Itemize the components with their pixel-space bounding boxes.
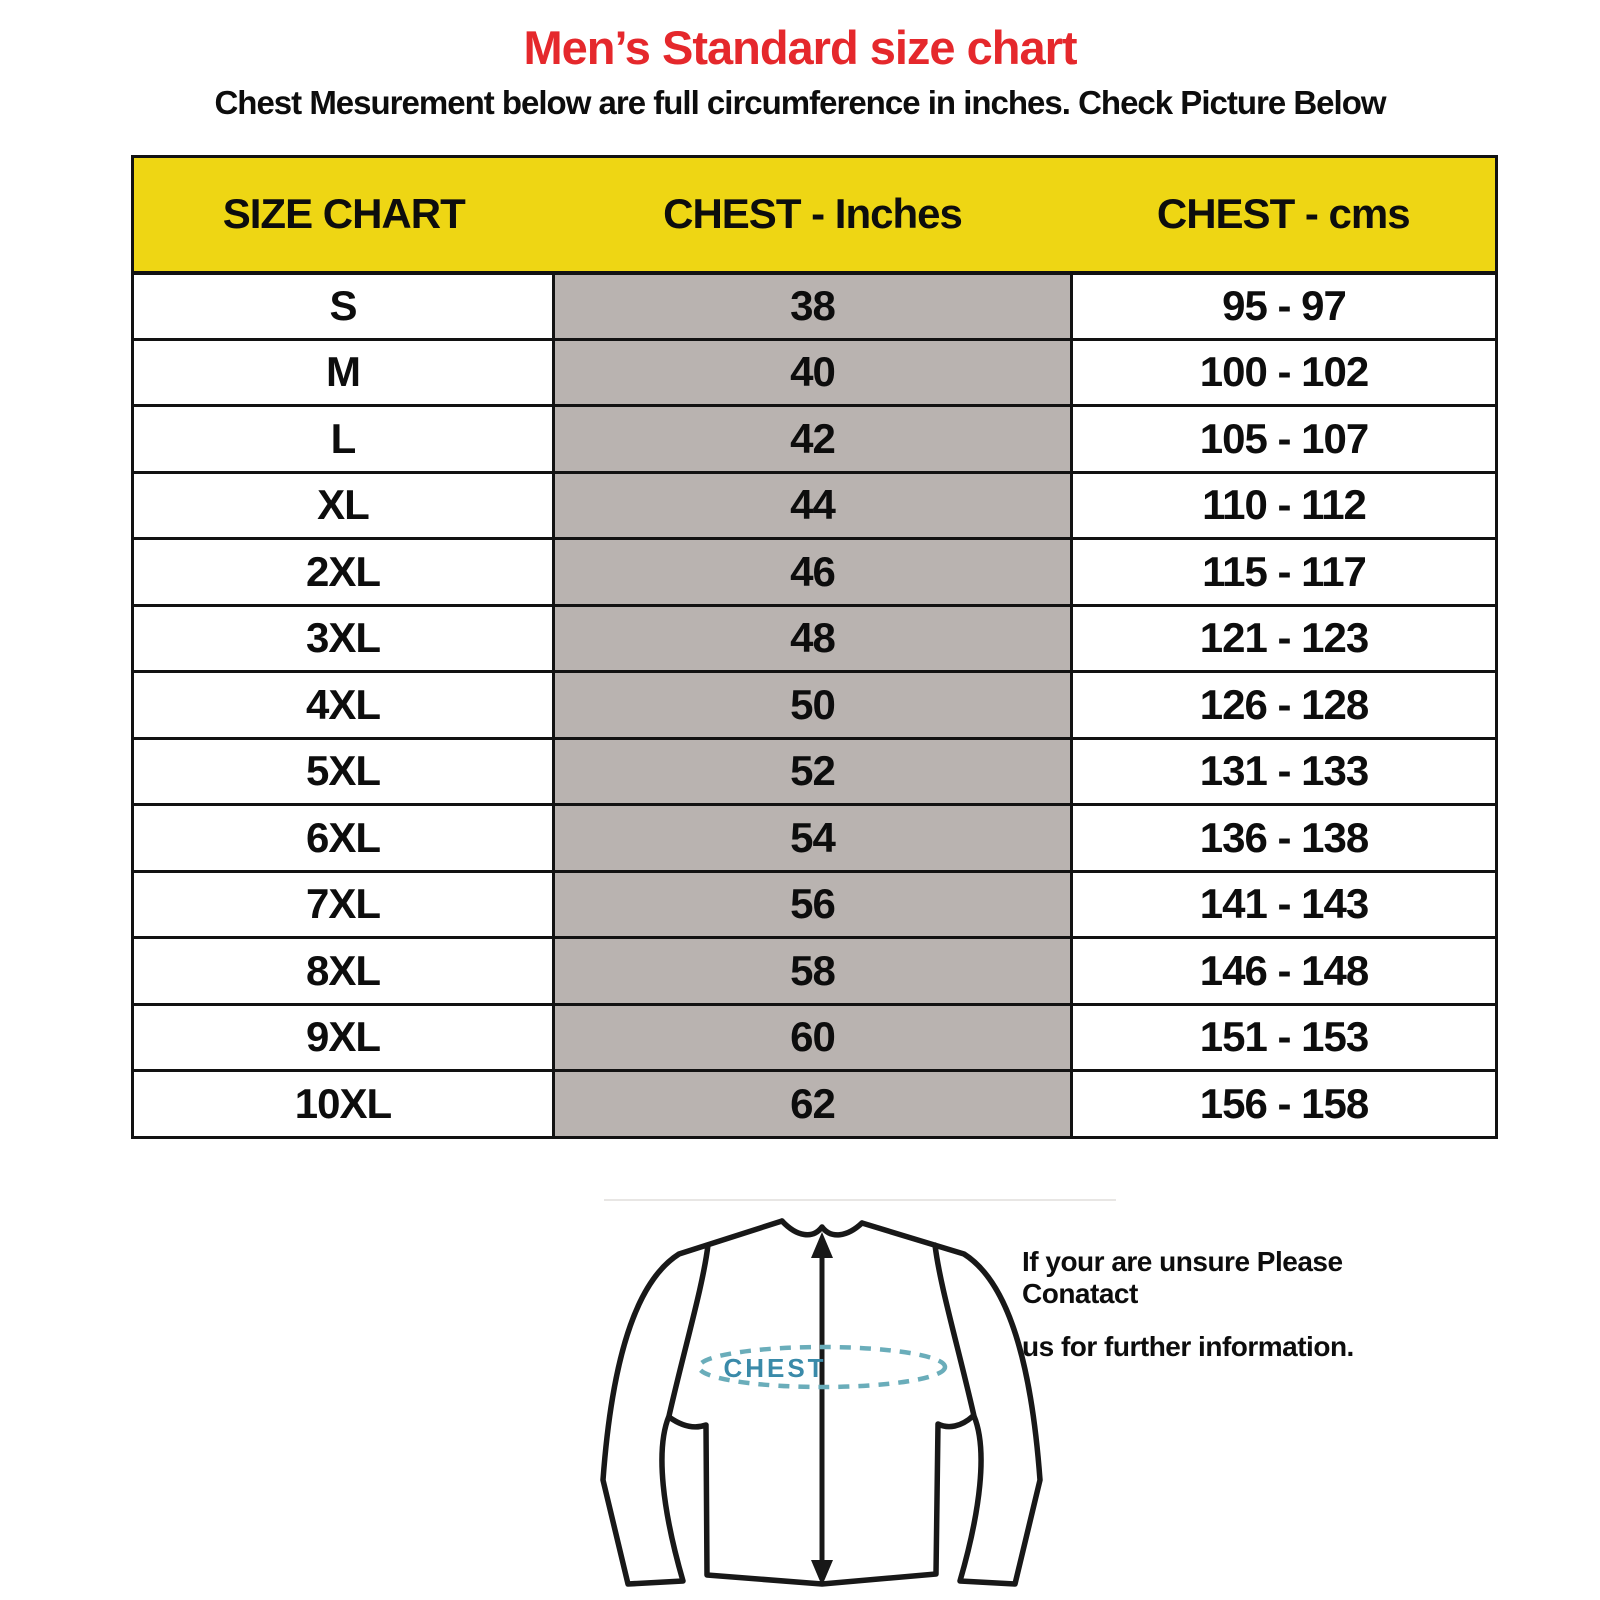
size-chart-table: [131, 155, 1498, 1139]
size-cell: 10XL: [133, 1071, 554, 1138]
size-cell: XL: [133, 472, 554, 539]
chest-inches-cell: 46: [554, 539, 1072, 606]
chest-inches-cell: 58: [554, 938, 1072, 1005]
jacket-right-sleeve: [862, 1223, 1040, 1584]
size-cell: 2XL: [133, 539, 554, 606]
size-cell: S: [133, 273, 554, 340]
size-cell: M: [133, 339, 554, 406]
chest-cms-cell: 100 - 102: [1072, 339, 1497, 406]
table-row: [133, 406, 1497, 473]
chest-cms-cell: 151 - 153: [1072, 1004, 1497, 1071]
size-cell: 8XL: [133, 938, 554, 1005]
header-chest-cms: CHEST - cms: [1072, 157, 1497, 273]
jacket-left-sleeve: [603, 1221, 782, 1584]
size-cell: 5XL: [133, 738, 554, 805]
chest-inches-cell: 40: [554, 339, 1072, 406]
table-row: [133, 1071, 1497, 1138]
chest-cms-cell: 136 - 138: [1072, 805, 1497, 872]
size-cell: 7XL: [133, 871, 554, 938]
jacket-back-diagram: [595, 1196, 1047, 1600]
table-row: [133, 1004, 1497, 1071]
table-row: [133, 273, 1497, 340]
chest-inches-cell: 50: [554, 672, 1072, 739]
chest-inches-cell: 54: [554, 805, 1072, 872]
table-row: [133, 738, 1497, 805]
table-header-row: [133, 157, 1497, 273]
chest-cms-cell: 115 - 117: [1072, 539, 1497, 606]
contact-note-line2: us for further information.: [1022, 1331, 1354, 1362]
header-chest-inches: CHEST - Inches: [554, 157, 1072, 273]
table-row: [133, 672, 1497, 739]
chest-cms-cell: 141 - 143: [1072, 871, 1497, 938]
chest-label: CHEST: [723, 1353, 827, 1383]
chest-inches-cell: 56: [554, 871, 1072, 938]
size-cell: 3XL: [133, 605, 554, 672]
chest-cms-cell: 126 - 128: [1072, 672, 1497, 739]
chest-cms-cell: 121 - 123: [1072, 605, 1497, 672]
chest-inches-cell: 38: [554, 273, 1072, 340]
chest-cms-cell: 105 - 107: [1072, 406, 1497, 473]
table-row: [133, 539, 1497, 606]
size-cell: 9XL: [133, 1004, 554, 1071]
chest-inches-cell: 44: [554, 472, 1072, 539]
chest-cms-cell: 95 - 97: [1072, 273, 1497, 340]
size-cell: 6XL: [133, 805, 554, 872]
table-row: [133, 472, 1497, 539]
chest-inches-cell: 48: [554, 605, 1072, 672]
chest-cms-cell: 156 - 158: [1072, 1071, 1497, 1138]
chest-inches-cell: 62: [554, 1071, 1072, 1138]
size-cell: L: [133, 406, 554, 473]
table-row: [133, 339, 1497, 406]
size-cell: 4XL: [133, 672, 554, 739]
page-title: Men’s Standard size chart: [523, 21, 1077, 74]
chest-cms-cell: 146 - 148: [1072, 938, 1497, 1005]
page-subtitle: Chest Mesurement below are full circumference in inches. Check Picture Below: [214, 84, 1386, 121]
chest-cms-cell: 131 - 133: [1072, 738, 1497, 805]
table-row: [133, 605, 1497, 672]
table-row: [133, 871, 1497, 938]
table-row: [133, 938, 1497, 1005]
chest-inches-cell: 60: [554, 1004, 1072, 1071]
chest-cms-cell: 110 - 112: [1072, 472, 1497, 539]
header-size-chart: SIZE CHART: [133, 157, 554, 273]
chest-inches-cell: 42: [554, 406, 1072, 473]
contact-note: [1022, 1246, 1442, 1384]
contact-note-line1: If your are unsure Please Conatact: [1022, 1246, 1343, 1309]
chest-inches-cell: 52: [554, 738, 1072, 805]
table-row: [133, 805, 1497, 872]
